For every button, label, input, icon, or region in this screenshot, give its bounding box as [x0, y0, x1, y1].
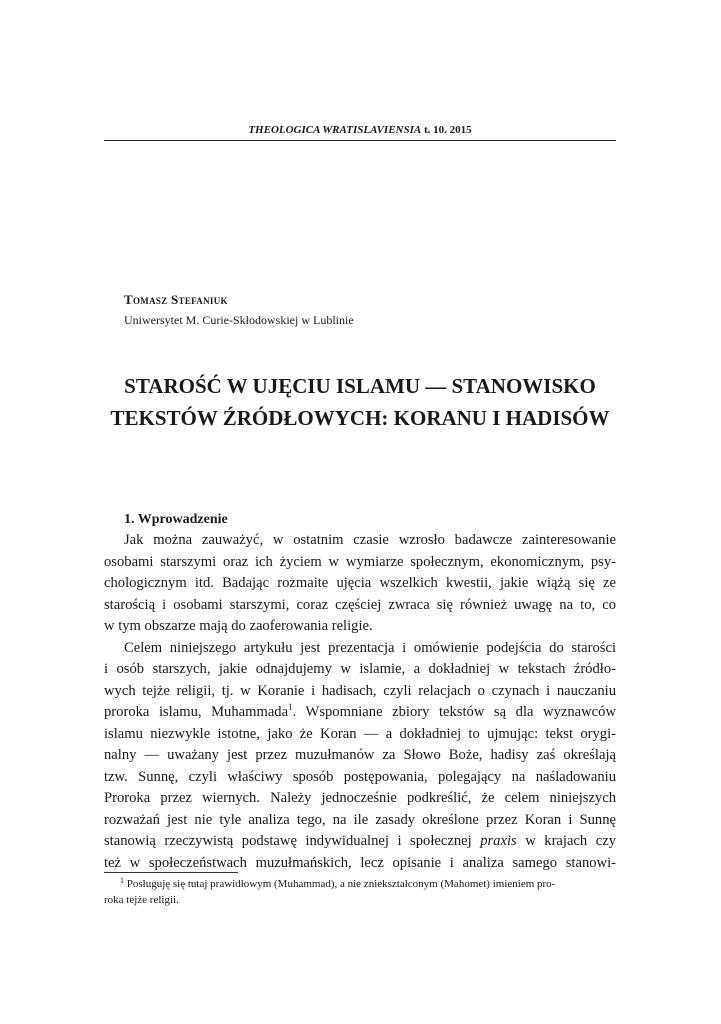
body-line: chologicznym itd. Badając rozmaite ujęcia wszelkich kwestii, jakie wiążą się ze	[104, 575, 616, 591]
footnote-text: Posługuję się tutaj prawidłowym (Muhammad), a nie zniekształconym (Mahomet) imieniem pro-	[124, 878, 556, 890]
body-line	[104, 831, 616, 853]
body-line: osobami starszymi oraz ich życiem w wymiarze społecznym, ekonomicznym, psy-	[104, 553, 616, 570]
footnote-reference[interactable]: 1	[288, 702, 293, 712]
body-line: wych tejże religii, tj. w Koranie i hadisach, czyli relacjach o czynach i nauczaniu	[104, 682, 616, 699]
body-text-span: proroka islamu, Muhammada	[104, 704, 289, 720]
body-text-span: . Wspomniane zbiory tekstów są dla wyznawców	[292, 704, 616, 720]
body-text-span: w krajach czy	[516, 833, 616, 849]
body-line: Jak można zauważyć, w ostatnim czasie wzrosło badawcze zainteresowanie	[124, 532, 616, 548]
title-line-1: STAROŚĆ W UJĘCIU ISLAMU — STANOWISKO	[124, 374, 596, 398]
title-line-2: TEKSTÓW ŹRÓDŁOWYCH: KORANU I HADISÓW	[110, 406, 610, 430]
article-title	[104, 370, 616, 434]
body-text-span: stanowią rzeczywistą podstawę indywidualnej i społecznej	[104, 833, 481, 849]
section-heading: 1. Wprowadzenie	[124, 512, 228, 527]
footnote-line: roka tejże religii.	[104, 894, 179, 906]
footnote	[104, 876, 616, 908]
body-text	[104, 530, 616, 874]
footnote-mark: 1	[120, 876, 124, 885]
footnote-line	[104, 876, 616, 892]
body-line: tzw. Sunnę, czyli właściwy sposób postępowania, polegający na naśladowaniu	[104, 768, 616, 785]
journal-name: THEOLOGICA WRATISLAVIENSIA	[248, 124, 422, 136]
body-line: w tym obszarze mają do zaoferowania religie.	[104, 618, 373, 634]
body-line: starością i osobami starszymi, coraz częściej zwraca się również uwagę na to, co	[104, 596, 616, 613]
italic-term: praxis	[480, 833, 517, 849]
body-line: i osób starszych, jakie odnajdujemy w islamie, a dokładniej w tekstach źródło-	[104, 661, 616, 677]
footnote-divider	[104, 872, 238, 873]
running-header	[104, 124, 616, 141]
journal-volume: t. 10. 2015	[423, 124, 472, 136]
body-line: islamu niezwykle istotne, jako że Koran — a dokładniej to ujmując: tekst orygi-	[104, 725, 616, 742]
body-line: rozważań jest nie tyle analiza tego, na ile zasady określone przez Koran i Sunnę	[104, 811, 616, 828]
body-line: nalny — uważany jest przez muzułmanów za Słowo Boże, hadisy zaś określają	[104, 747, 616, 763]
body-line: Celem niniejszego artykułu jest prezentacja i omówienie podejścia do starości	[124, 639, 616, 656]
author-name: Tomasz Stefaniuk	[124, 292, 228, 307]
body-line: też w społeczeństwach muzułmańskich, lecz opisanie i analiza samego stanowi-	[104, 854, 616, 871]
author-affiliation: Uniwersytet M. Curie-Skłodowskiej w Lublinie	[124, 313, 354, 327]
body-line: Proroka przez wiernych. Należy jednocześnie podkreślić, że celem niniejszych	[104, 790, 616, 806]
body-line	[104, 702, 616, 724]
